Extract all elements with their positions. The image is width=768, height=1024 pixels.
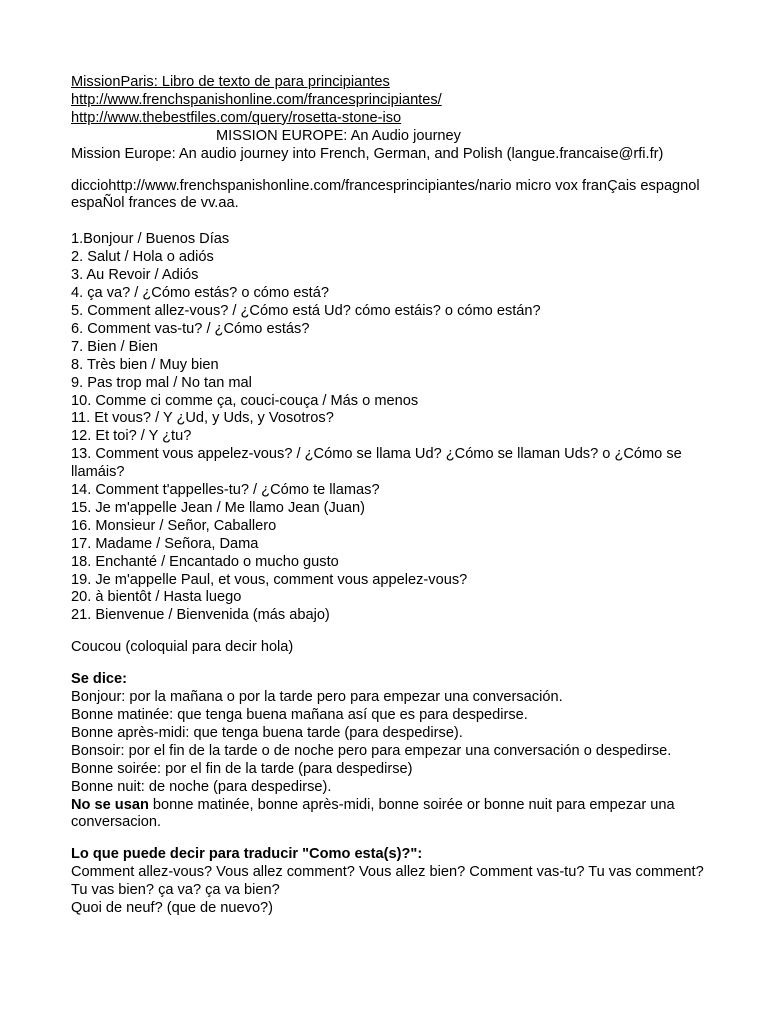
traducir-line: Comment allez-vous? Vous allez comment? Vous allez bien? Comment vas-tu? Tu vas comment? Tu vas bien? ça va? ça va bien?	[71, 864, 704, 899]
phrase-item: 7. Bien / Bien	[71, 338, 158, 355]
phrase-item: 18. Enchanté / Encantado o mucho gusto	[71, 553, 339, 570]
no-se-usan-paragraph	[71, 797, 711, 833]
phrase-item: 8. Très bien / Muy bien	[71, 356, 219, 373]
se-dice-line: Bonne après-midi: que tenga buena tarde (para despedirse).	[71, 724, 463, 741]
phrase-item: 12. Et toi? / Y ¿tu?	[71, 428, 192, 445]
se-dice-line: Bonsoir: por el fin de la tarde o de noche pero para empezar una conversación o despedirse.	[71, 742, 672, 759]
traducir-heading: Lo que puede decir para traducir "Como esta(s)?":	[71, 846, 423, 863]
se-dice-line: Bonjour: por la mañana o por la tarde pero para empezar una conversación.	[71, 689, 563, 706]
phrase-item: 14. Comment t'appelles-tu? / ¿Cómo te llamas?	[71, 482, 380, 499]
phrase-item: 1.Bonjour / Buenos Días	[71, 231, 230, 248]
phrase-item: 11. Et vous? / Y ¿Ud, y Uds, y Vosotros?	[71, 410, 334, 427]
phrase-list	[71, 231, 711, 625]
se-dice-line: Bonne nuit: de noche (para despedirse).	[71, 778, 332, 795]
dictionary-note: dicciohttp://www.frenchspanishonline.com/francesprincipiantes/nario micro vox franÇais espagnol espaÑol frances de vv.aa.	[71, 177, 700, 212]
coucou-note: Coucou (coloquial para decir hola)	[71, 639, 294, 656]
frenchspanishonline-link[interactable]: http://www.frenchspanishonline.com/francesprincipiantes/	[71, 91, 442, 108]
mission-paris-link[interactable]: MissionParis: Libro de texto de para principiantes	[71, 74, 390, 90]
phrase-item: 17. Madame / Señora, Dama	[71, 535, 259, 552]
phrase-item: 15. Je m'appelle Jean / Me llamo Jean (Juan)	[71, 499, 366, 516]
phrase-item: 9. Pas trop mal / No tan mal	[71, 374, 252, 391]
thebestfiles-link[interactable]: http://www.thebestfiles.com/query/rosetta-stone-iso	[71, 109, 402, 126]
traducir-line: Quoi de neuf? (que de nuevo?)	[71, 900, 274, 917]
phrase-item: 21. Bienvenue / Bienvenida (más abajo)	[71, 607, 330, 624]
phrase-item: 2. Salut / Hola o adiós	[71, 249, 214, 266]
phrase-item: 20. à bientôt / Hasta luego	[71, 589, 242, 606]
se-dice-line: Bonne soirée: por el fin de la tarde (para despedirse)	[71, 760, 413, 777]
no-se-usan-bold: No se usan	[71, 796, 149, 813]
phrase-item: 19. Je m'appelle Paul, et vous, comment vous appelez-vous?	[71, 571, 468, 588]
phrase-item: 13. Comment vous appelez-vous? / ¿Cómo se llama Ud? ¿Cómo se llaman Uds? o ¿Cómo se llamáis?	[71, 446, 682, 481]
phrase-item: 10. Comme ci comme ça, couci-couça / Más o menos	[71, 392, 419, 409]
se-dice-line: Bonne matinée: que tenga buena mañana así que es para despedirse.	[71, 707, 528, 723]
document-content	[71, 74, 711, 918]
phrase-item: 16. Monsieur / Señor, Caballero	[71, 517, 277, 534]
phrase-item: 3. Au Revoir / Adiós	[71, 267, 199, 284]
phrase-item: 6. Comment vas-tu? / ¿Cómo estás?	[71, 320, 310, 337]
se-dice-heading: Se dice:	[71, 671, 127, 688]
mission-europe-subtitle: Mission Europe: An audio journey into French, German, and Polish (langue.francaise@rfi.fr)	[71, 145, 664, 162]
phrase-item: 5. Comment allez-vous? / ¿Cómo está Ud? cómo estáis? o cómo están?	[71, 302, 541, 319]
mission-europe-title: MISSION EUROPE: An Audio journey	[216, 127, 461, 144]
phrase-item: 4. ça va? / ¿Cómo estás? o cómo está?	[71, 285, 329, 302]
no-se-usan-text: bonne matinée, bonne après-midi, bonne soirée or bonne nuit para empezar una conversacion.	[71, 796, 675, 831]
